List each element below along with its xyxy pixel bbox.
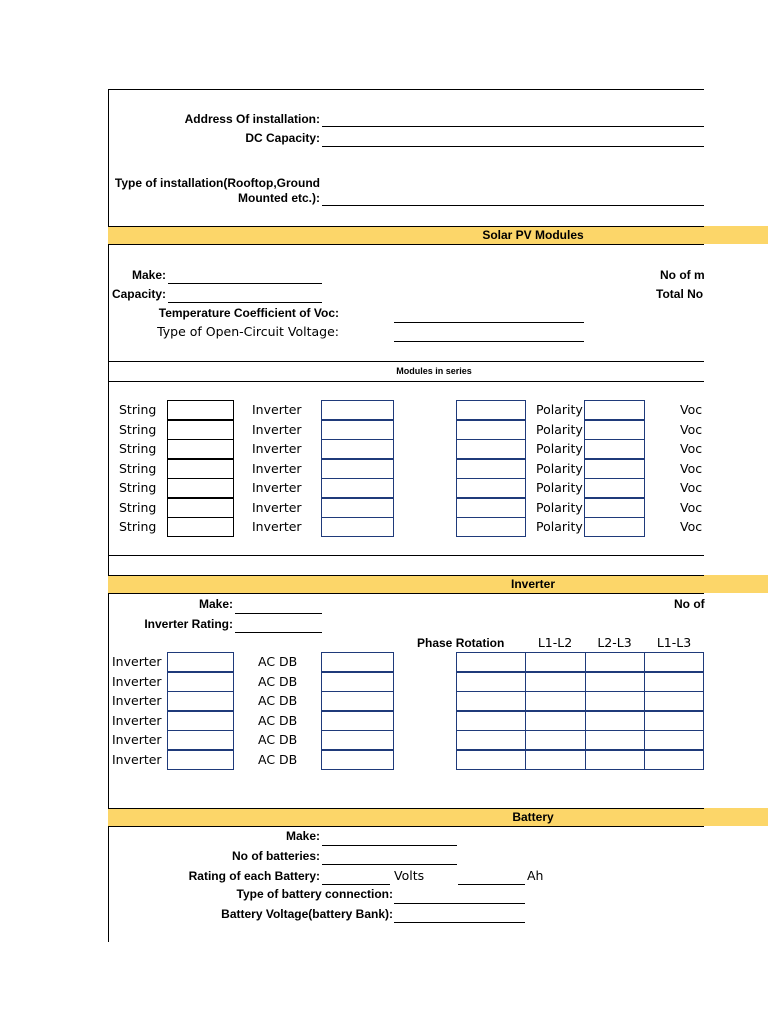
- pv-row-inverter-label: Inverter: [252, 519, 302, 534]
- phase-cell-l2-l3[interactable]: [585, 691, 645, 711]
- inverter-row-label: Inverter: [112, 732, 162, 747]
- pv-row-modules-box[interactable]: [456, 498, 526, 518]
- pv-row-voc-label: Voc: [680, 480, 703, 495]
- inverter-rating-field[interactable]: [235, 632, 322, 633]
- pv-row-polarity-box[interactable]: [584, 517, 645, 537]
- phase-cell-l1-l2[interactable]: [525, 711, 586, 731]
- solar-pv-band-bottom: [108, 244, 704, 245]
- battery-rating-label: Rating of each Battery:: [188, 869, 320, 883]
- pv-row-modules-box[interactable]: [456, 478, 526, 498]
- acdb-row-label: AC DB: [258, 654, 298, 669]
- pv-capacity-label: Capacity:: [111, 287, 166, 301]
- inverter-row-label: Inverter: [112, 713, 162, 728]
- pv-row-voc-label: Voc: [680, 441, 703, 456]
- pv-row-polarity-label: Polarity: [536, 480, 583, 495]
- pv-row-modules-box[interactable]: [456, 439, 526, 459]
- acdb-row-box[interactable]: [321, 652, 394, 672]
- acdb-row-label: AC DB: [258, 693, 298, 708]
- acdb-row-box[interactable]: [321, 711, 394, 731]
- pv-row-polarity-label: Polarity: [536, 461, 583, 476]
- pv-row-string-label: String: [119, 461, 157, 476]
- temp-coeff-label: Temperature Coefficient of Voc:: [158, 306, 339, 320]
- pv-capacity-field[interactable]: [168, 302, 322, 303]
- phase-cell-l1-l3[interactable]: [644, 711, 704, 731]
- pv-row-inverter-label: Inverter: [252, 402, 302, 417]
- battery-bank-voltage-label: Battery Voltage(battery Bank):: [221, 907, 393, 921]
- pv-row-string-box[interactable]: [167, 498, 234, 518]
- pv-row-polarity-label: Polarity: [536, 519, 583, 534]
- phase-rotation-label: Phase Rotation: [417, 636, 505, 650]
- address-field[interactable]: [322, 126, 704, 127]
- acdb-row-box[interactable]: [321, 730, 394, 750]
- pv-row-string-box[interactable]: [167, 459, 234, 479]
- ocv-type-field[interactable]: [394, 341, 584, 342]
- install-type-field[interactable]: [322, 205, 704, 206]
- inverter-row-box[interactable]: [167, 750, 234, 770]
- install-type-label-1: Type of installation(Rooftop,Ground: [114, 176, 320, 190]
- pv-row-voc-label: Voc: [680, 422, 703, 437]
- battery-connection-field[interactable]: [394, 903, 525, 904]
- inverter-rating-label: Inverter Rating:: [144, 617, 233, 631]
- acdb-row-box[interactable]: [321, 672, 394, 692]
- install-type-label-2: Mounted etc.):: [238, 191, 320, 205]
- battery-count-label: No of batteries:: [231, 849, 320, 863]
- pv-row-voc-label: Voc: [680, 519, 703, 534]
- phase-cell-l1-l3[interactable]: [644, 652, 704, 672]
- inverter-make-field[interactable]: [235, 613, 322, 614]
- pv-row-inverter-box[interactable]: [321, 420, 394, 440]
- inverter-row-box[interactable]: [167, 711, 234, 731]
- acdb-row-label: AC DB: [258, 713, 298, 728]
- phase-cell-id[interactable]: [456, 750, 526, 770]
- pv-row-inverter-label: Inverter: [252, 441, 302, 456]
- inverter-row-label: Inverter: [112, 752, 162, 767]
- pv-row-inverter-box[interactable]: [321, 400, 394, 420]
- battery-title: Battery: [512, 810, 554, 824]
- pv-row-string-box[interactable]: [167, 517, 234, 537]
- phase-cell-l2-l3[interactable]: [585, 711, 645, 731]
- solar-pv-title: Solar PV Modules: [482, 228, 584, 242]
- pv-right-label-1: No of m: [660, 268, 705, 282]
- phase-cell-l1-l2[interactable]: [525, 672, 586, 692]
- series-bottom-line: [108, 381, 704, 382]
- phase-cell-l1-l3[interactable]: [644, 672, 704, 692]
- phase-cell-id[interactable]: [456, 672, 526, 692]
- inverter-row-label: Inverter: [112, 693, 162, 708]
- battery-bank-voltage-field[interactable]: [394, 922, 525, 923]
- pv-row-inverter-box[interactable]: [321, 439, 394, 459]
- temp-coeff-field[interactable]: [394, 322, 584, 323]
- pv-row-string-box[interactable]: [167, 420, 234, 440]
- pv-row-polarity-label: Polarity: [536, 500, 583, 515]
- phase-cell-l1-l2[interactable]: [525, 691, 586, 711]
- pv-row-modules-box[interactable]: [456, 400, 526, 420]
- phase-cell-l1-l2[interactable]: [525, 652, 586, 672]
- battery-volts-unit: Volts: [394, 868, 425, 883]
- acdb-row-box[interactable]: [321, 750, 394, 770]
- pv-row-voc-label: Voc: [680, 402, 703, 417]
- address-label: Address Of installation:: [184, 112, 320, 126]
- pv-row-polarity-box[interactable]: [584, 439, 645, 459]
- pv-row-polarity-box[interactable]: [584, 498, 645, 518]
- pv-row-inverter-label: Inverter: [252, 500, 302, 515]
- phase-header-l1-l3: L1-L3: [656, 635, 692, 650]
- phase-cell-l1-l3[interactable]: [644, 730, 704, 750]
- pv-row-string-label: String: [119, 422, 157, 437]
- battery-volts-field[interactable]: [322, 884, 390, 885]
- pv-row-voc-label: Voc: [680, 461, 703, 476]
- phase-header-l1-l2: L1-L2: [537, 635, 573, 650]
- phase-cell-l2-l3[interactable]: [585, 730, 645, 750]
- phase-cell-l2-l3[interactable]: [585, 652, 645, 672]
- inverter-row-box[interactable]: [167, 730, 234, 750]
- pv-row-string-label: String: [119, 480, 157, 495]
- pv-row-inverter-box[interactable]: [321, 459, 394, 479]
- inverter-row-label: Inverter: [112, 674, 162, 689]
- pv-row-polarity-box[interactable]: [584, 478, 645, 498]
- top-border: [108, 89, 704, 90]
- pv-row-polarity-label: Polarity: [536, 422, 583, 437]
- pv-row-inverter-box[interactable]: [321, 498, 394, 518]
- pv-row-polarity-box[interactable]: [584, 420, 645, 440]
- pv-row-string-box[interactable]: [167, 439, 234, 459]
- battery-ah-unit: Ah: [527, 868, 544, 883]
- pv-row-inverter-label: Inverter: [252, 461, 302, 476]
- pv-right-label-2: Total No: [656, 287, 704, 301]
- inverter-make-label: Make:: [198, 597, 233, 611]
- phase-cell-id[interactable]: [456, 730, 526, 750]
- modules-in-series-label: Modules in series: [396, 366, 472, 376]
- series-top-line: [108, 361, 704, 362]
- pv-make-field[interactable]: [168, 283, 322, 284]
- phase-cell-l1-l2[interactable]: [525, 750, 586, 770]
- phase-cell-l2-l3[interactable]: [585, 750, 645, 770]
- pv-row-string-label: String: [119, 402, 157, 417]
- phase-cell-l1-l3[interactable]: [644, 750, 704, 770]
- pv-row-string-box[interactable]: [167, 478, 234, 498]
- phase-cell-l2-l3[interactable]: [585, 672, 645, 692]
- phase-cell-id[interactable]: [456, 711, 526, 731]
- inverter-row-label: Inverter: [112, 654, 162, 669]
- acdb-row-label: AC DB: [258, 732, 298, 747]
- pv-row-polarity-box[interactable]: [584, 459, 645, 479]
- phase-cell-id[interactable]: [456, 652, 526, 672]
- pv-row-modules-box[interactable]: [456, 459, 526, 479]
- pv-section-end-line: [108, 555, 704, 556]
- inverter-title: Inverter: [510, 577, 556, 591]
- acdb-row-label: AC DB: [258, 752, 298, 767]
- pv-row-inverter-label: Inverter: [252, 422, 302, 437]
- pv-row-voc-label: Voc: [680, 500, 703, 515]
- acdb-row-label: AC DB: [258, 674, 298, 689]
- pv-row-string-label: String: [119, 500, 157, 515]
- pv-row-string-box[interactable]: [167, 400, 234, 420]
- pv-row-string-label: String: [119, 441, 157, 456]
- acdb-row-box[interactable]: [321, 691, 394, 711]
- inverter-band-bottom: [108, 593, 704, 594]
- phase-cell-l1-l2[interactable]: [525, 730, 586, 750]
- pv-row-inverter-label: Inverter: [252, 480, 302, 495]
- phase-cell-id[interactable]: [456, 691, 526, 711]
- battery-count-field[interactable]: [322, 864, 457, 865]
- pv-row-polarity-box[interactable]: [584, 400, 645, 420]
- pv-row-modules-box[interactable]: [456, 517, 526, 537]
- inverter-right-label: No of: [674, 597, 705, 611]
- ocv-type-label: Type of Open-Circuit Voltage:: [157, 324, 339, 339]
- inverter-row-box[interactable]: [167, 691, 234, 711]
- battery-ah-field[interactable]: [458, 884, 525, 885]
- dc-capacity-label: DC Capacity:: [245, 131, 320, 145]
- phase-header-l2-l3: L2-L3: [597, 635, 632, 650]
- pv-row-inverter-box[interactable]: [321, 517, 394, 537]
- battery-make-field[interactable]: [322, 845, 457, 846]
- phase-cell-l1-l3[interactable]: [644, 691, 704, 711]
- pv-row-modules-box[interactable]: [456, 420, 526, 440]
- pv-row-inverter-box[interactable]: [321, 478, 394, 498]
- inverter-row-box[interactable]: [167, 652, 234, 672]
- inverter-row-box[interactable]: [167, 672, 234, 692]
- pv-row-string-label: String: [119, 519, 157, 534]
- dc-capacity-field[interactable]: [322, 146, 704, 147]
- battery-make-label: Make:: [285, 829, 320, 843]
- pv-row-polarity-label: Polarity: [536, 402, 583, 417]
- pv-row-polarity-label: Polarity: [536, 441, 583, 456]
- pv-make-label: Make:: [131, 268, 166, 282]
- battery-band-bottom: [108, 826, 704, 827]
- battery-connection-label: Type of battery connection:: [236, 887, 393, 901]
